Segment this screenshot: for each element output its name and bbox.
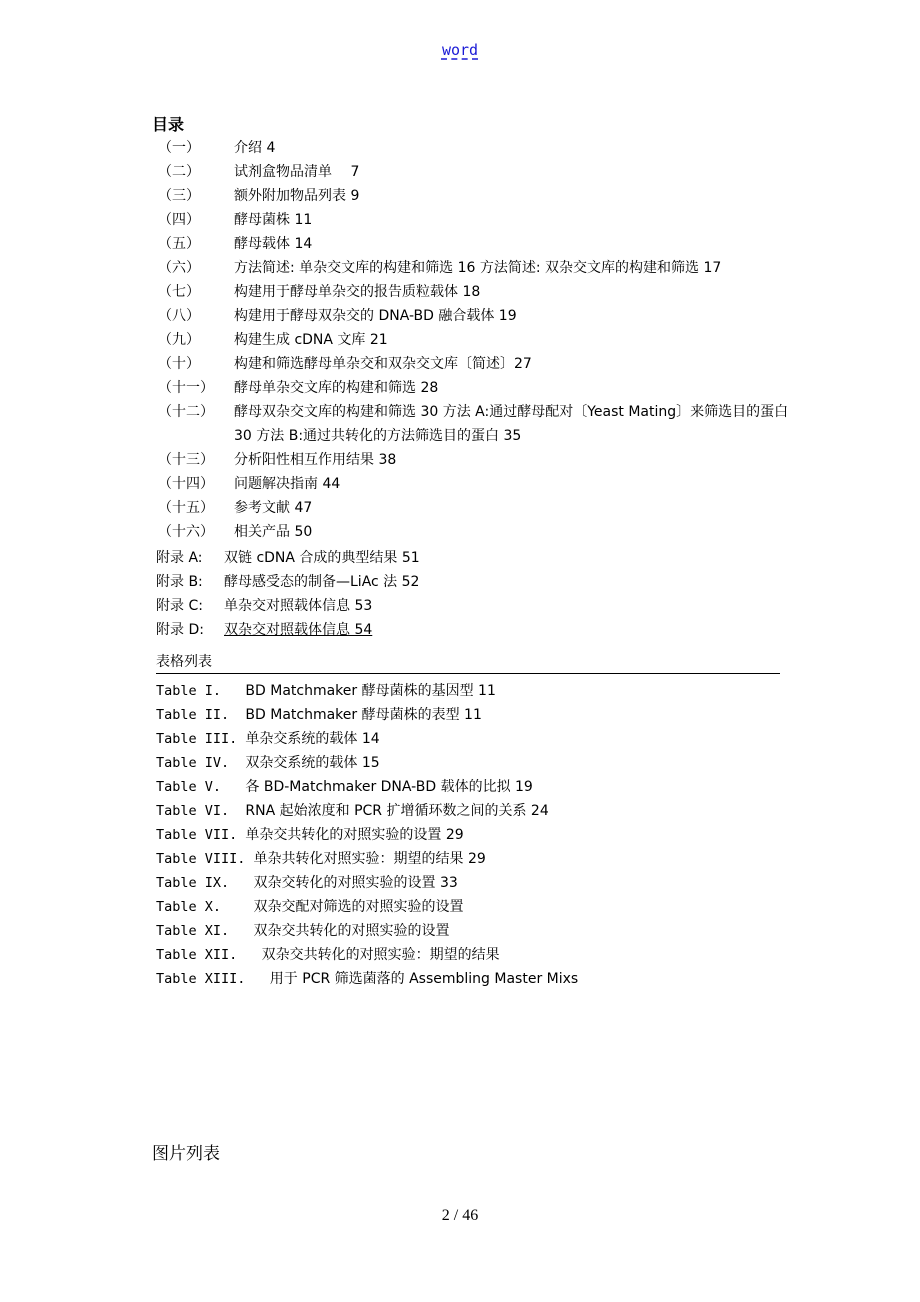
table-label: Table XI. (156, 923, 254, 939)
appendix-a-entry[interactable] (156, 546, 420, 570)
table-list-item[interactable] (156, 679, 796, 703)
toc-entry-number: （六） (158, 260, 200, 276)
table-list-item[interactable] (156, 751, 796, 775)
toc-entry[interactable] (152, 376, 792, 400)
table-caption: 各 BD-Matchmaker DNA-BD 载体的比拟 19 (245, 779, 533, 795)
toc-entry-number: （十一） (158, 380, 214, 396)
table-caption: 双杂交共转化的对照实验：期望的结果 (261, 947, 500, 963)
table-label: Table VIII. (156, 851, 254, 867)
toc-entry-text: 酵母双杂交文库的构建和筛选 30 方法 A:通过酵母配对〔Yeast Mating〕来筛选目的蛋白 30 方法 B:通过共转化的方法筛选目的蛋白 35 (234, 404, 789, 444)
toc-entry[interactable] (152, 160, 792, 184)
toc-entry-number: （四） (158, 212, 200, 228)
table-list-item[interactable] (156, 943, 796, 967)
table-caption: 用于 PCR 筛选菌落的 Assembling Master Mixs (269, 971, 579, 987)
toc-entry[interactable] (152, 184, 792, 208)
toc-entry-number: （二） (158, 164, 200, 180)
table-caption: 双杂交系统的载体 15 (245, 755, 380, 771)
page-number: 2 / 46 (441, 1207, 479, 1224)
appendix-text: 单杂交对照载体信息 53 (224, 598, 373, 614)
appendix-text: 酵母感受态的制备—LiAc 法 52 (224, 574, 420, 590)
toc-entry-number: （十三） (158, 452, 214, 468)
header-word-link[interactable] (0, 40, 920, 60)
table-list-item[interactable] (156, 775, 796, 799)
table-label: Table I. (156, 683, 246, 699)
toc-entry-text: 构建和筛选酵母单杂交和双杂交文库〔简述〕27 (234, 356, 532, 372)
toc-entry-text: 酵母菌株 11 (234, 212, 313, 228)
toc-entry-text: 酵母载体 14 (234, 236, 313, 252)
table-caption: 单杂交系统的载体 14 (245, 731, 380, 747)
toc-entry[interactable] (152, 472, 792, 496)
toc-entry-text: 参考文献 47 (234, 500, 313, 516)
word-link-text[interactable]: word (441, 41, 479, 59)
tables-list (156, 679, 796, 991)
toc-entry-number: （九） (158, 332, 200, 348)
table-caption: 单杂共转化对照实验：期望的结果 29 (253, 851, 486, 867)
toc-entry[interactable] (152, 520, 792, 544)
table-list-item[interactable] (156, 895, 796, 919)
toc-entry-text: 额外附加物品列表 9 (234, 188, 360, 204)
toc-entry[interactable] (152, 400, 792, 448)
toc-entry-text: 酵母单杂交文库的构建和筛选 28 (234, 380, 439, 396)
tables-list-heading: 表格列表 (156, 651, 780, 674)
toc-entry-number: （五） (158, 236, 200, 252)
table-caption: 双杂交配对筛选的对照实验的设置 (253, 899, 464, 915)
appendix-d-entry[interactable] (156, 618, 372, 642)
toc-entry-text: 构建用于酵母双杂交的 DNA-BD 融合载体 19 (234, 308, 517, 324)
table-label: Table VI. (156, 803, 246, 819)
table-label: Table III. (156, 731, 246, 747)
table-label: Table V. (156, 779, 246, 795)
toc-title: 目录 (152, 115, 185, 134)
toc-entry-number: （七） (158, 284, 200, 300)
appendix-label: 附录 B: (156, 574, 203, 590)
toc-entry[interactable] (152, 496, 792, 520)
toc-entry[interactable] (152, 448, 792, 472)
toc-entry-text: 试剂盒物品清单 7 (234, 164, 360, 180)
toc-entry-text: 分析阳性相互作用结果 38 (234, 452, 397, 468)
toc-entry-number: （一） (158, 140, 200, 156)
toc-entry-number: （十五） (158, 500, 214, 516)
table-label: Table VII. (156, 827, 246, 843)
toc-entry[interactable] (152, 232, 792, 256)
toc-entry-text: 介绍 4 (234, 140, 276, 156)
table-of-contents (152, 136, 792, 544)
toc-entry-number: （十四） (158, 476, 214, 492)
toc-entry[interactable] (152, 352, 792, 376)
table-caption: 双杂交转化的对照实验的设置 33 (253, 875, 458, 891)
toc-entry[interactable] (152, 256, 792, 280)
table-list-item[interactable] (156, 727, 796, 751)
toc-entry[interactable] (152, 304, 792, 328)
table-caption: 单杂交共转化的对照实验的设置 29 (245, 827, 464, 843)
table-caption: 双杂交共转化的对照实验的设置 (253, 923, 450, 939)
table-label: Table X. (156, 899, 254, 915)
appendix-text: 双链 cDNA 合成的典型结果 51 (224, 550, 420, 566)
figures-list-heading: 图片列表 (152, 1144, 220, 1164)
appendix-label: 附录 C: (156, 598, 203, 614)
table-label: Table XIII. (156, 971, 270, 987)
table-list-item[interactable] (156, 847, 796, 871)
table-list-item[interactable] (156, 967, 796, 991)
toc-entry-number: （三） (158, 188, 200, 204)
table-list-item[interactable] (156, 703, 796, 727)
toc-entry-text: 相关产品 50 (234, 524, 313, 540)
toc-entry-number: （十二） (158, 404, 214, 420)
toc-entry-text: 问题解决指南 44 (234, 476, 341, 492)
table-caption: BD Matchmaker 酵母菌株的表型 11 (245, 707, 482, 723)
appendix-b-entry[interactable] (156, 570, 419, 594)
table-label: Table XII. (156, 947, 262, 963)
table-label: Table II. (156, 707, 246, 723)
appendix-c-entry[interactable] (156, 594, 372, 618)
table-caption: BD Matchmaker 酵母菌株的基因型 11 (245, 683, 496, 699)
table-list-item[interactable] (156, 871, 796, 895)
toc-entry-text: 构建生成 cDNA 文库 21 (234, 332, 388, 348)
appendix-text: 双杂交对照载体信息 54 (224, 622, 373, 638)
toc-entry-number: （十） (158, 356, 200, 372)
toc-entry[interactable] (152, 280, 792, 304)
appendix-label: 附录 D: (156, 622, 204, 638)
table-list-item[interactable] (156, 799, 796, 823)
toc-entry[interactable] (152, 208, 792, 232)
toc-entry[interactable] (152, 136, 792, 160)
table-list-item[interactable] (156, 823, 796, 847)
table-list-item[interactable] (156, 919, 796, 943)
toc-entry-number: （八） (158, 308, 200, 324)
toc-entry-text: 构建用于酵母单杂交的报告质粒载体 18 (234, 284, 481, 300)
toc-entry-number: （十六） (158, 524, 214, 540)
table-caption: RNA 起始浓度和 PCR 扩增循环数之间的关系 24 (245, 803, 549, 819)
table-label: Table IX. (156, 875, 254, 891)
appendix-label: 附录 A: (156, 550, 203, 566)
toc-entry-text: 方法简述: 单杂交文库的构建和筛选 16 方法简述: 双杂交文库的构建和筛选 17 (234, 260, 722, 276)
table-label: Table IV. (156, 755, 246, 771)
toc-entry[interactable] (152, 328, 792, 352)
